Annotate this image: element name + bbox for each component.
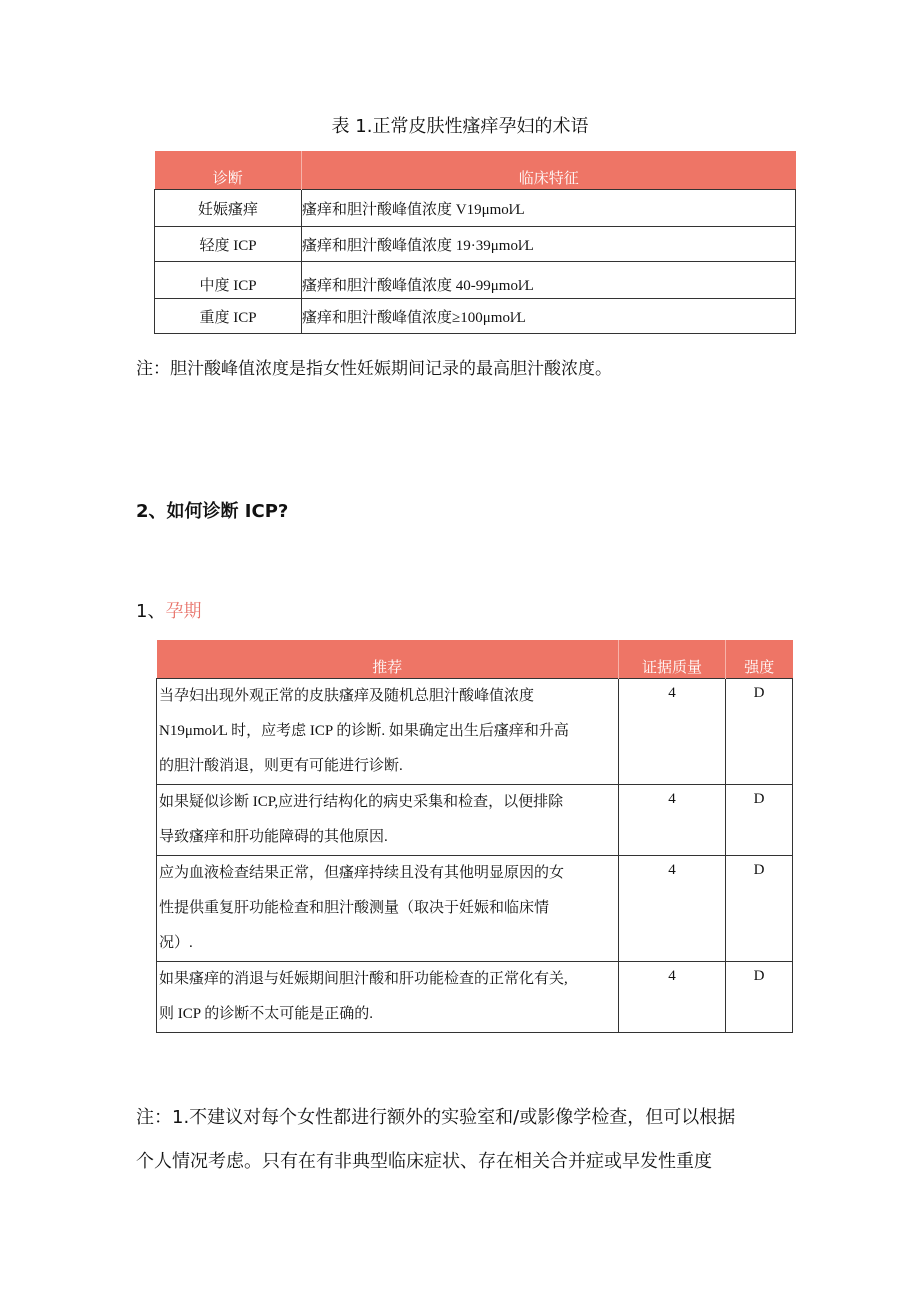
quality-cell: 4 — [619, 962, 726, 1033]
table1-note: 注：胆汁酸峰值浓度是指女性妊娠期间记录的最高胆汁酸浓度。 — [136, 359, 612, 379]
strength-cell: D — [726, 785, 793, 856]
diagnosis-cell: 妊娠瘙痒 — [155, 190, 302, 227]
text-line: 性提供重复肝功能检查和胆汁酸测量（取决于妊娠和临床情 — [159, 900, 550, 916]
terminology-table — [154, 151, 796, 334]
feature-cell: 瘙痒和胆汁酸峰值浓度≥100μmol⁄L — [302, 299, 796, 334]
header-diagnosis: 诊断 — [155, 151, 302, 190]
table-row — [157, 962, 793, 1033]
diagnosis-cell: 中度 ICP — [155, 262, 302, 299]
feature-cell: 瘙痒和胆汁酸峰值浓度 V19μmol⁄L — [302, 190, 796, 227]
header-recommendation: 推荐 — [157, 640, 619, 679]
recommendation-cell — [157, 856, 619, 962]
text-line: 则 ICP 的诊断不太可能是正确的. — [159, 1006, 374, 1022]
strength-cell: D — [726, 679, 793, 785]
text-line: 况）. — [159, 935, 193, 951]
text-line: 导致瘙痒和肝功能障碍的其他原因. — [159, 829, 388, 845]
text-line: 如果疑似诊断 ICP,应进行结构化的病史采集和检查，以便排除 — [159, 794, 564, 810]
quality-cell: 4 — [619, 679, 726, 785]
diagnosis-cell: 重度 ICP — [155, 299, 302, 334]
subsection-label: 孕期 — [165, 601, 202, 622]
feature-cell: 瘙痒和胆汁酸峰值浓度 40-99μmol⁄L — [302, 262, 796, 299]
table-header-row — [157, 640, 793, 679]
text-line: 应为血液检查结果正常，但瘙痒持续且没有其他明显原因的女 — [159, 865, 565, 881]
diagnosis-cell: 轻度 ICP — [155, 227, 302, 262]
header-evidence-quality: 证据质量 — [619, 640, 726, 679]
text-line: 的胆汁酸消退，则更有可能进行诊断. — [159, 758, 403, 774]
table1-title: 表 1.正常皮肤性瘙痒孕妇的术语 — [331, 116, 589, 137]
table-row — [155, 262, 796, 299]
strength-cell: D — [726, 962, 793, 1033]
table-row — [157, 785, 793, 856]
strength-cell: D — [726, 856, 793, 962]
header-strength: 强度 — [726, 640, 793, 679]
recommendation-cell — [157, 679, 619, 785]
recommendation-table — [156, 640, 793, 1033]
table-row — [155, 299, 796, 334]
quality-cell: 4 — [619, 856, 726, 962]
subsection-heading — [136, 597, 201, 623]
section-heading: 2、如何诊断 ICP? — [136, 501, 289, 522]
recommendation-cell — [157, 785, 619, 856]
table-header-row — [155, 151, 796, 190]
note-line: 个人情况考虑。只有在有非典型临床症状、存在相关合并症或早发性重度 — [136, 1151, 712, 1172]
subsection-number: 1、 — [136, 601, 166, 622]
feature-cell: 瘙痒和胆汁酸峰值浓度 19·39μmol⁄L — [302, 227, 796, 262]
quality-cell: 4 — [619, 785, 726, 856]
table-row — [157, 679, 793, 785]
header-clinical-feature: 临床特征 — [302, 151, 796, 190]
diagnosis-note — [136, 1096, 836, 1184]
text-line: 如果瘙痒的消退与妊娠期间胆汁酸和肝功能检查的正常化有关, — [159, 971, 568, 987]
table-row — [155, 190, 796, 227]
text-line: 当孕妇出现外观正常的皮肤瘙痒及随机总胆汁酸峰值浓度 — [159, 688, 535, 704]
table-row — [155, 227, 796, 262]
table-row — [157, 856, 793, 962]
recommendation-cell — [157, 962, 619, 1033]
note-line: 注：1.不建议对每个女性都进行额外的实验室和/或影像学检查，但可以根据 — [136, 1107, 736, 1128]
text-line: N19μmol⁄L 时，应考虑 ICP 的诊断. 如果确定出生后瘙痒和升高 — [159, 723, 569, 739]
